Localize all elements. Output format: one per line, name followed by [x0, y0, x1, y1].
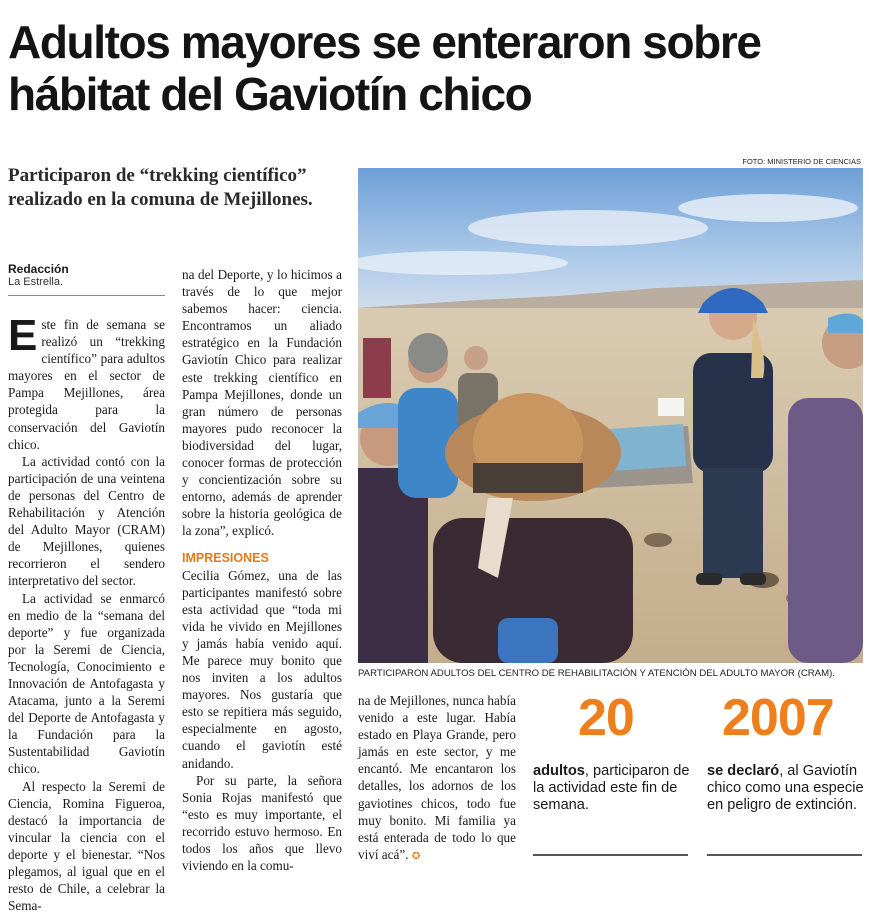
stat-description: adultos, participaron de la actividad este fin de semana.	[533, 763, 690, 813]
stat-number: 2007	[722, 689, 834, 747]
stat-divider	[707, 854, 862, 856]
stat-divider	[533, 854, 688, 856]
article-paragraph: Por su parte, la señora Sonia Rojas manifestó que “esto es muy importante, el recorrido estuvo hermoso. En todos los años que llevo viviendo en la comu-	[182, 772, 342, 874]
photo-caption: PARTICIPARON ADULTOS DEL CENTRO DE REHABILITACIÓN Y ATENCIÓN DEL ADULTO MAYOR (CRAM).	[358, 668, 835, 679]
byline-author: Redacción	[8, 262, 69, 276]
stat-number: 20	[578, 689, 634, 747]
article-paragraph: La actividad se enmarcó en medio de la “semana del deporte” y fue organizada por la Seremi de Ciencia, Tecnología, Conocimiento e Innovación de Antofagasta y Atacama, junto a la Seremi del Deporte de Antofagasta y la Fundación para la Sustentabilidad Gaviotín chico.	[8, 590, 165, 777]
section-subhead: IMPRESIONES	[182, 550, 269, 565]
byline-divider	[8, 295, 165, 296]
photo-credit: FOTO: MINISTERIO DE CIENCIAS	[742, 157, 861, 166]
end-mark-icon: ✪	[411, 850, 421, 862]
article-column-2	[182, 266, 342, 874]
article-paragraph: Al respecto la Seremi de Ciencia, Romina Figueroa, destacó la importancia de vincular la ciencia con el deporte y el bienestar. “Nos plegamos, al igual que en el resto de Chile, a celebrar la Sema-	[8, 778, 165, 914]
drop-cap: E	[8, 311, 38, 360]
headline: Adultos mayores se enteraron sobre hábitat del Gaviotín chico	[8, 16, 761, 120]
stat-description: se declaró, al Gaviotín chico como una especie en peligro de extinción.	[707, 763, 864, 813]
article-paragraph: Este fin de semana se realizó un “trekking científico” para adultos mayores en el sector de Pampa Mejillones, área protegida para la conservación del Gaviotín chico.	[8, 311, 165, 452]
article-paragraph: na del Deporte, y lo hicimos a través de lo que mejor sabemos hacer: ciencia. Encontramos un aliado estratégico en la Fundación Gaviotín Chico para realizar este trekking científico en Pampa Mejillones, donde un gran número de personas mayores pudo reconocer la biodiversidad del lugar, conocer formas de protección y concientización sobre su entorno, además de aprender sobre la historia geológica de la zona”, explicó.	[182, 267, 342, 539]
article-column-1	[8, 311, 165, 914]
article-paragraph: na de Mejillones, nunca había venido a este lugar. Había estado en Playa Grande, pero jamás en este sector, y me encantó. Me encantaron los detalles, los adornos de los gaviotines chicos, todo fue muy bonito. Mi familia ya está enterada de todo lo que viví acá”. ✪	[358, 693, 516, 862]
article-paragraph: Cecilia Gómez, una de las participantes manifestó sobre esta actividad que “toda mi vida he vivido en Mejillones y jamás había venido aquí. Me parece muy bonito que nos inviten a los adultos mayores. Nos gustaría que esto se repitiera más seguido, especialmente en agosto, cuando el gaviotín esté anidando.	[182, 567, 342, 771]
article-photo	[358, 168, 863, 663]
byline-outlet: La Estrella.	[8, 276, 64, 288]
article-column-3	[358, 692, 516, 865]
article-paragraph: La actividad contó con la participación de una veintena de personas del Centro de Rehabilitación y Atención del Adulto Mayor (CRAM) de Mejillones, quienes recorrieron el sendero interpretativo del sector.	[8, 453, 165, 589]
article-dek: Participaron de “trekking científico” realizado en la comuna de Mejillones.	[8, 165, 313, 210]
photo-illustration	[358, 168, 863, 663]
